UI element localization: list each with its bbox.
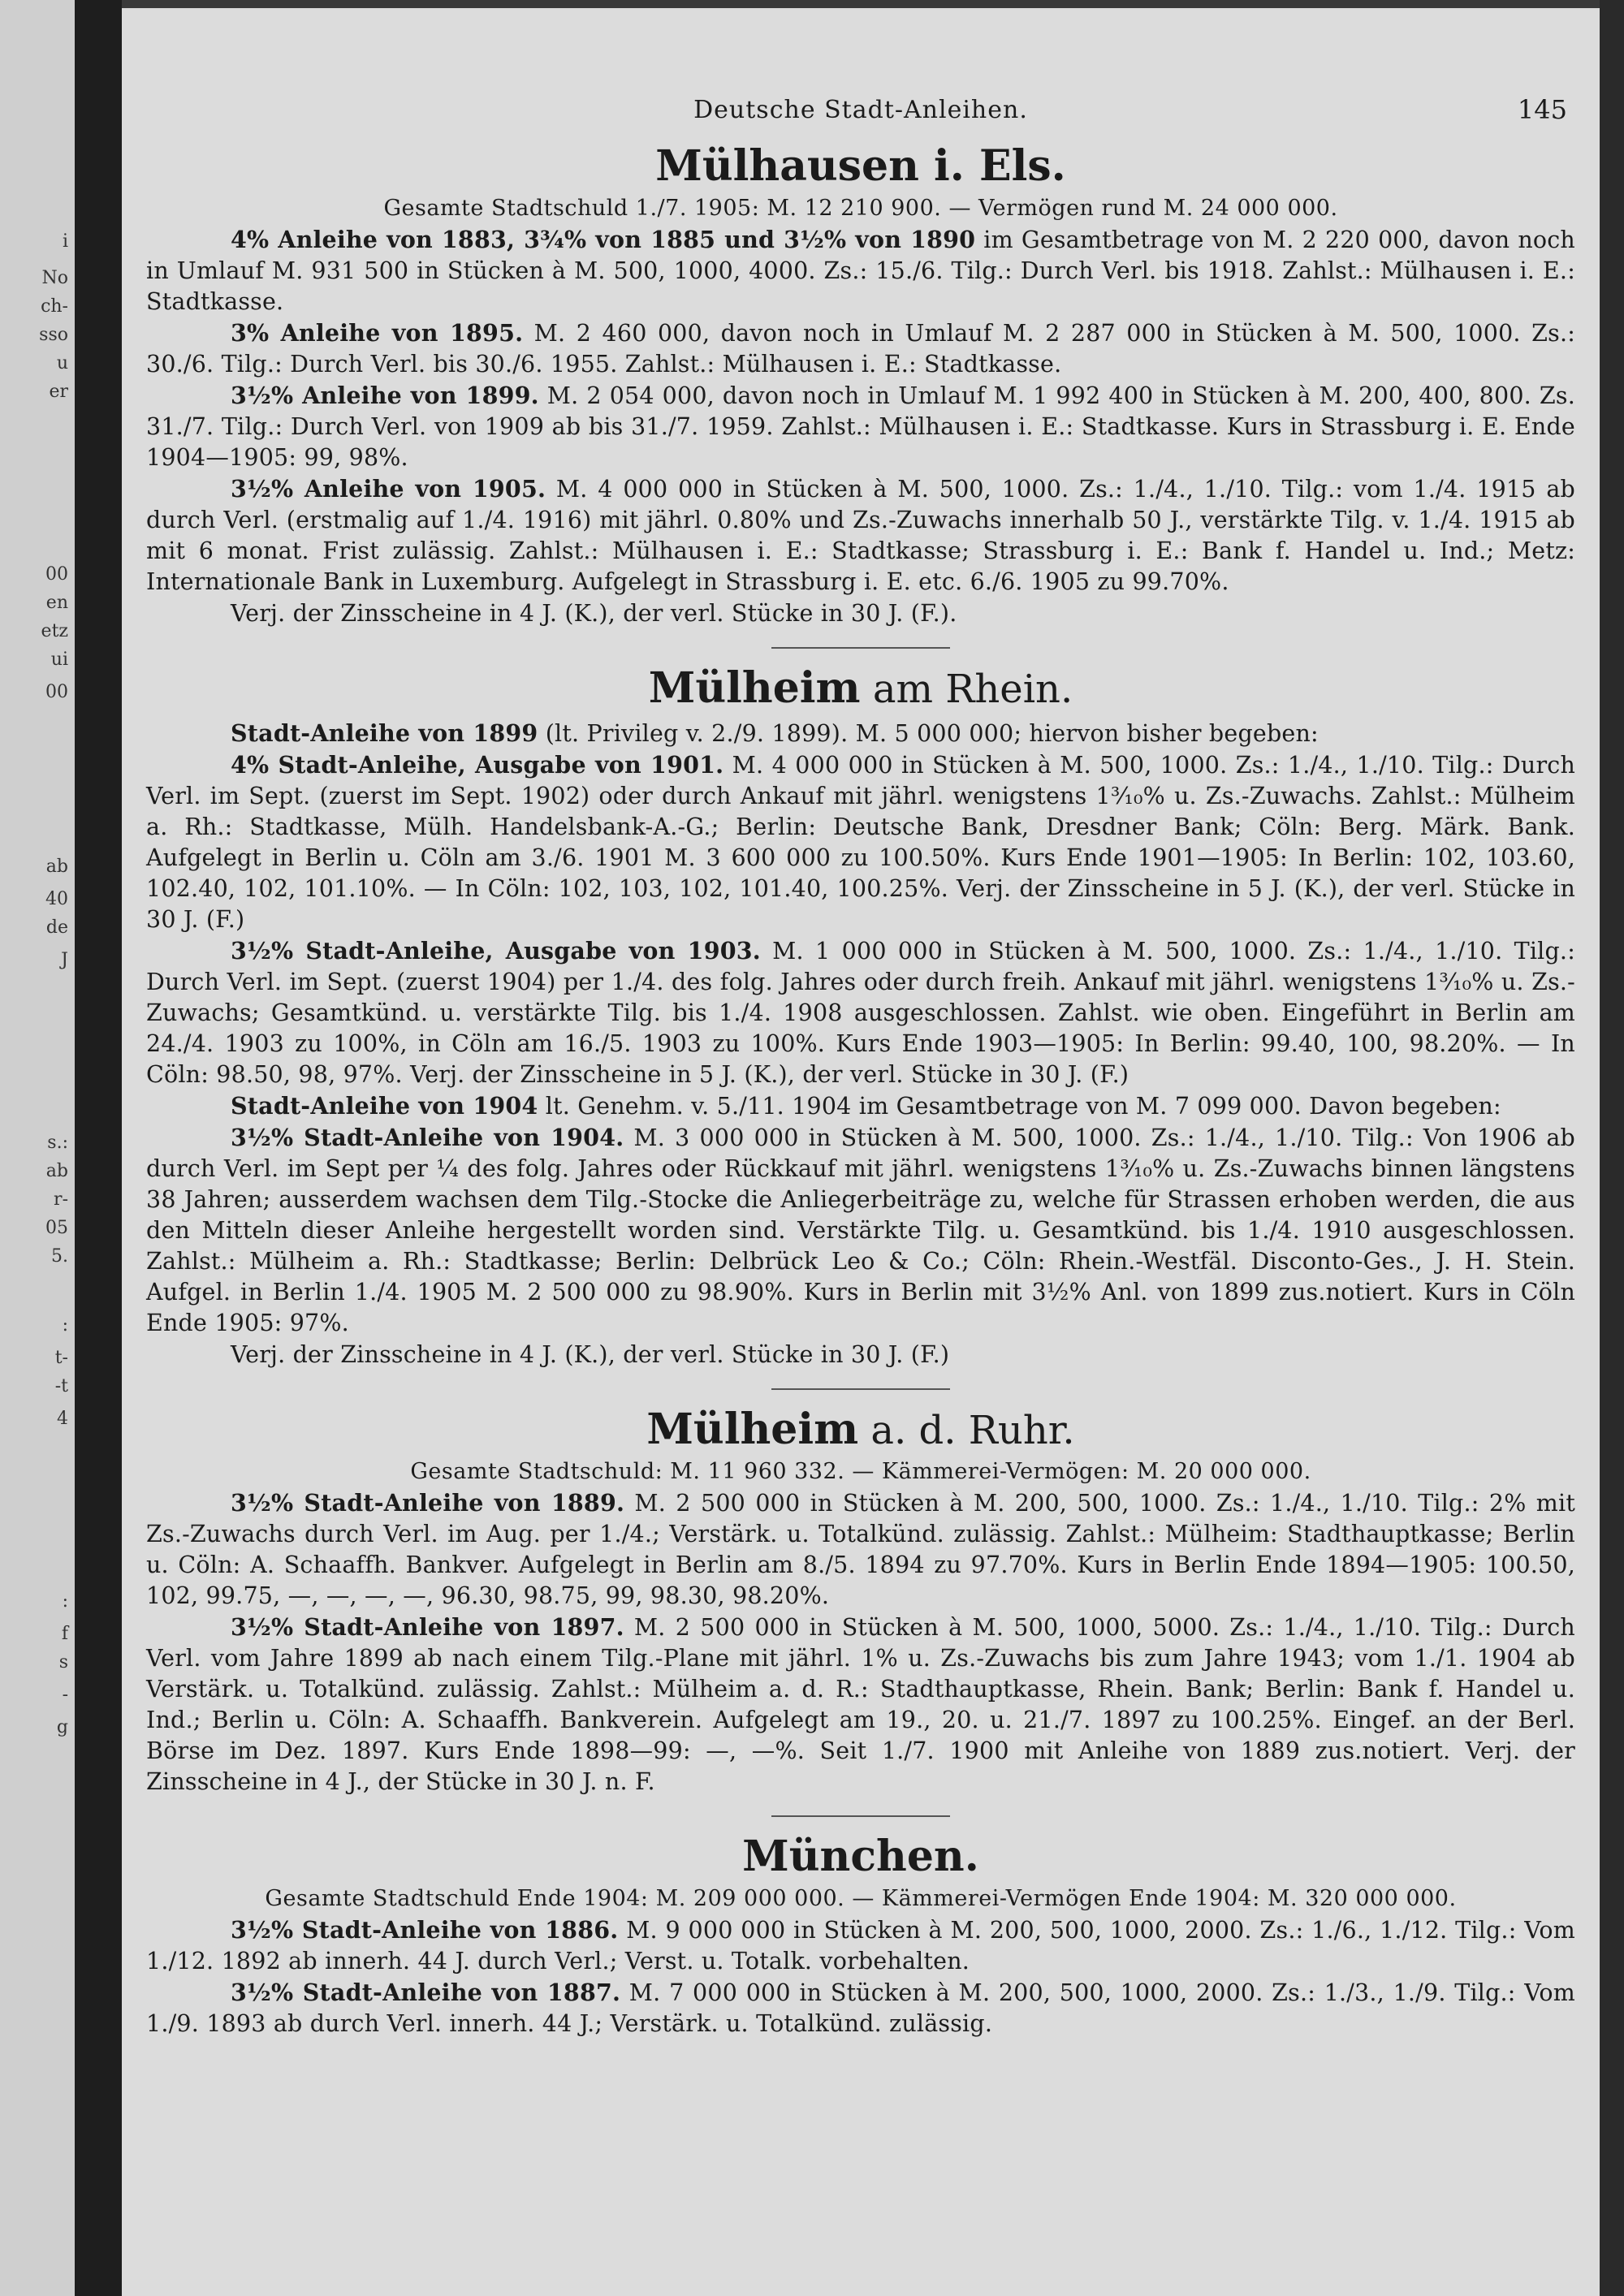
scan-right-edge: [1600, 0, 1624, 2296]
prev-page-fragment: ab: [45, 1161, 68, 1181]
loan-entry: [146, 935, 1575, 1090]
prev-page-fragment: u: [56, 353, 68, 373]
city-section: [146, 1388, 1575, 1798]
loan-title: 3½% Stadt-Anleihe von 1904.: [231, 1124, 624, 1151]
section-divider: [771, 647, 950, 649]
prev-page-fragment: No: [41, 268, 68, 288]
city-heading: [146, 1832, 1575, 1881]
prev-page-fragment: t-: [54, 1348, 68, 1368]
loan-details: M. 4 000 000 in Stücken à M. 500, 1000. Zs.: 1./4., 1./10. Tilg.: vom 1./4. 1915 ab durch Verl. (erstmalig auf 1./4. 1916) mit jährl. 0.80% und Zs.-Zuwachs innerhalb 50 J., verstärkte Tilg. v. 1./4. 1915 ab mit 6 monat. Frist zulässig. Zahlst.: Mülhausen i. E.: Stadtkasse; Strassburg i. E.: Bank f. Handel u. Ind.; Metz: Internationale Bank in Luxemburg. Aufgelegt in Strassburg i. E. etc. 6./6. 1905 zu 99.70%.: [146, 476, 1575, 595]
page-content: [146, 8, 1575, 2039]
loan-entry: [146, 1122, 1575, 1339]
loan-details: M. 2 054 000, davon noch in Umlauf M. 1 992 400 in Stücken à M. 200, 400, 800. Zs. 31./7. Tilg.: Durch Verl. von 1909 ab bis 31./7. 1959. Zahlst.: Mülhausen i. E.: Stadtkasse. Kurs in Strassburg i. E. Ende 1904—1905: 99, 98%.: [146, 382, 1575, 471]
loan-title: 3½% Anleihe von 1899.: [231, 382, 539, 409]
prev-page-fragment: s: [58, 1652, 68, 1672]
prev-page-fragment: s.:: [47, 1133, 68, 1153]
loan-details: (lt. Privileg v. 2./9. 1899). M. 5 000 000; hiervon bisher begeben:: [538, 720, 1319, 747]
loan-entry: [146, 1090, 1575, 1122]
previous-page-edge: [0, 0, 75, 2296]
loan-details: M. 2 500 000 in Stücken à M. 500, 1000, 5000. Zs.: 1./4., 1./10. Tilg.: Durch Verl. vom Jahre 1899 ab nach einem Tilg.-Plane mit jährl. 1% u. Zs.-Zuwachs bis zum Jahre 1943; vom 1./1. 1904 ab Verstärk. u. Totalkünd. zulässig. Zahlst.: Mülheim a. d. R.: Stadthauptkasse, Rhein. Bank; Berlin: Bank f. Handel u. Ind.; Berlin u. Cöln: A. Schaaffh. Bankverein. Aufgelegt am 19., 20. u. 21./7. 1897 zu 100.25%. Eingef. an der Berl. Börse im Dez. 1897. Kurs Ende 1898—99: —, —%. Seit 1./7. 1900 mit Anleihe von 1889 zus.notiert. Verj. der Zinsscheine in 4 J., der Stücke in 30 J. n. F.: [146, 1614, 1575, 1795]
loan-entry: [146, 1487, 1575, 1612]
loan-title: 3½% Stadt-Anleihe von 1887.: [231, 1979, 621, 2006]
loan-title: 3½% Stadt-Anleihe von 1886.: [231, 1916, 619, 1944]
loan-title: 3½% Anleihe von 1905.: [231, 475, 546, 503]
loan-title: 3½% Stadt-Anleihe von 1889.: [231, 1489, 625, 1517]
city-name: Mülheim: [648, 663, 861, 713]
prev-page-fragment: 00: [45, 564, 68, 585]
loan-details: M. 2 500 000 in Stücken à M. 200, 500, 1000. Zs.: 1./4., 1./10. Tilg.: 2% mit Zs.-Zuwachs durch Verl. im Aug. per 1./4.; Verstärk. u. Totalkünd. zulässig. Zahlst.: Mülheim: Stadthauptkasse; Berlin u. Cöln: A. Schaaffh. Bankver. Aufgelegt in Berlin am 8./5. 1894 zu 97.70%. Kurs in Berlin Ende 1894—1905: 100.50, 102, 99.75, —, —, —, —, 96.30, 98.75, 99, 98.30, 98.20%.: [146, 1490, 1575, 1609]
document-page: [122, 8, 1600, 2296]
loan-entry: [146, 1977, 1575, 2039]
city-heading: [146, 141, 1575, 191]
loan-title: 4% Stadt-Anleihe, Ausgabe von 1901.: [231, 751, 724, 779]
prev-page-fragment: J: [61, 950, 68, 970]
loan-title: 3½% Stadt-Anleihe von 1897.: [231, 1613, 624, 1641]
prev-page-fragment: ab: [45, 857, 68, 877]
running-head-title: Deutsche Stadt-Anleihen.: [693, 96, 1028, 124]
prev-page-fragment: :: [62, 1591, 68, 1612]
prev-page-fragment: i: [62, 231, 68, 252]
debt-summary: Gesamte Stadtschuld: M. 11 960 332. — Kämmerei-Vermögen: M. 20 000 000.: [410, 1459, 1311, 1484]
city-name: Mülheim: [646, 1405, 859, 1454]
loan-details: Verj. der Zinsscheine in 4 J. (K.), der verl. Stücke in 30 J. (F.): [231, 1341, 950, 1368]
page-number: 145: [1517, 94, 1567, 125]
prev-page-fragment: 00: [45, 682, 68, 702]
loan-title: 4% Anleihe von 1883, 3¾% von 1885 und 3½% von 1890: [231, 226, 976, 253]
city-name: München.: [742, 1832, 979, 1881]
prev-page-fragment: sso: [39, 325, 68, 345]
city-name: Mülhausen i. Els.: [655, 141, 1066, 191]
prev-page-fragment: r-: [54, 1189, 68, 1210]
book-gutter: [75, 0, 122, 2296]
city-name-suffix: a. d. Ruhr.: [858, 1408, 1075, 1453]
city-heading: [146, 663, 1575, 713]
loan-title: 3% Anleihe von 1895.: [231, 319, 524, 347]
loan-entry: [146, 317, 1575, 380]
prev-page-fragment: f: [61, 1624, 68, 1644]
prev-page-fragment: -t: [54, 1376, 68, 1396]
loan-details: M. 3 000 000 in Stücken à M. 500, 1000. Zs.: 1./4., 1./10. Tilg.: Von 1906 ab durch Verl. im Sept per ¼ des folg. Jahres oder Rückkauf mit jährl. wenigstens 1³⁄₁₀% u. Zs.-Zuwachs binnen längstens 38 Jahren; ausserdem wachsen dem Tilg.-Stocke die Anliegerbeiträge zu, welche für Strassen erhoben werden, die aus den Mitteln dieser Anleihe hergestellt worden sind. Verstärkte Tilg. u. Gesamtkünd. bis 1./4. 1910 ausgeschlossen. Zahlst.: Mülheim a. Rh.: Stadtkasse; Berlin: Delbrück Leo & Co.; Cöln: Rhein.-Westfäl. Disconto-Ges., J. H. Stein. Aufgel. in Berlin 1./4. 1905 M. 2 500 000 zu 98.90%. Kurs in Berlin mit 3½% Anl. von 1899 zus.notiert. Kurs in Cöln Ende 1905: 97%.: [146, 1124, 1575, 1336]
loan-details: M. 2 460 000, davon noch in Umlauf M. 2 287 000 in Stücken à M. 500, 1000. Zs.: 30./6. Tilg.: Durch Verl. bis 30./6. 1955. Zahlst.: Mülhausen i. E.: Stadtkasse.: [146, 320, 1576, 378]
city-section: [146, 1815, 1575, 2039]
prev-page-fragment: -: [62, 1685, 68, 1705]
section-divider: [771, 1815, 950, 1817]
loan-entry: [146, 1339, 1575, 1370]
running-head: [146, 8, 1575, 125]
debt-summary: Gesamte Stadtschuld Ende 1904: M. 209 000 000. — Kämmerei-Vermögen Ende 1904: M. 320 000 000.: [265, 1886, 1457, 1911]
prev-page-fragment: 4: [57, 1409, 68, 1429]
loan-details: lt. Genehm. v. 5./11. 1904 im Gesamtbetrage von M. 7 099 000. Davon begeben:: [538, 1093, 1501, 1120]
prev-page-fragment: 40: [45, 889, 68, 909]
prev-page-fragment: etz: [41, 621, 68, 641]
prev-page-fragment: ui: [50, 650, 68, 670]
loan-entry: [146, 1612, 1575, 1798]
city-section: [146, 647, 1575, 1370]
loan-details: Verj. der Zinsscheine in 4 J. (K.), der verl. Stücke in 30 J. (F.).: [231, 600, 957, 627]
prev-page-fragment: ch-: [41, 296, 68, 317]
loan-title: Stadt-Anleihe von 1899: [231, 719, 538, 747]
prev-page-fragment: 05: [45, 1218, 68, 1238]
prev-page-fragment: de: [45, 917, 68, 938]
city-name-suffix: am Rhein.: [860, 667, 1073, 712]
prev-page-fragment: 5.: [51, 1246, 68, 1267]
loan-entry: [146, 598, 1575, 629]
city-heading: [146, 1405, 1575, 1454]
loan-details: M. 1 000 000 in Stücken à M. 500, 1000. Zs.: 1./4., 1./10. Tilg.: Durch Verl. im Sept. (zuerst 1904) per 1./4. des folg. Jahres oder durch freih. Ankauf mit jährl. wenigstens 1³⁄₁₀% u. Zs.-Zuwachs; Gesamtkünd. u. verstärkte Tilg. bis 1./4. 1908 ausgeschlossen. Zahlst. wie oben. Eingeführt in Berlin am 24./4. 1903 zu 100%, in Cöln am 16./5. 1903 zu 100%. Kurs Ende 1903—1905: In Berlin: 99.40, 100, 98.20%. — In Cöln: 98.50, 98, 97%. Verj. der Zinsscheine in 5 J. (K.), der verl. Stücke in 30 J. (F.): [146, 938, 1575, 1088]
section-divider: [771, 1388, 950, 1390]
city-section: [146, 141, 1575, 629]
loan-details: M. 9 000 000 in Stücken à M. 200, 500, 1000, 2000. Zs.: 1./6., 1./12. Tilg.: Vom 1./12. 1892 ab innerh. 44 J. durch Verl.; Verst. u. Totalk. vorbehalten.: [146, 1917, 1575, 1974]
sections-container: [146, 141, 1575, 2039]
loan-title: Stadt-Anleihe von 1904: [231, 1092, 538, 1120]
loan-entry: [146, 473, 1575, 598]
loan-entry: [146, 718, 1575, 749]
prev-page-fragment: er: [49, 382, 68, 402]
debt-summary: Gesamte Stadtschuld 1./7. 1905: M. 12 210 900. — Vermögen rund M. 24 000 000.: [383, 196, 1338, 221]
loan-entry: [146, 380, 1575, 473]
loan-details: M. 4 000 000 in Stücken à M. 500, 1000. Zs.: 1./4., 1./10. Tilg.: Durch Verl. im Sept. (zuerst im Sept. 1902) oder durch Ankauf mit jährl. wenigstens 1³⁄₁₀% u. Zs.-Zuwachs. Zahlst.: Mülheim a. Rh.: Stadtkasse, Mülh. Handelsbank-A.-G.; Berlin: Deutsche Bank, Dresdner Bank; Cöln: Berg. Märk. Bank. Aufgelegt in Berlin u. Cöln am 3./6. 1901 M. 3 600 000 zu 100.50%. Kurs Ende 1901—1905: In Berlin: 102, 103.60, 102.40, 102, 101.10%. — In Cöln: 102, 103, 102, 101.40, 100.25%. Verj. der Zinsscheine in 5 J. (K.), der verl. Stücke in 30 J. (F.): [146, 752, 1575, 933]
loan-details: M. 7 000 000 in Stücken à M. 200, 500, 1000, 2000. Zs.: 1./3., 1./9. Tilg.: Vom 1./9. 1893 ab durch Verl. innerh. 44 J.; Verstärk. u. Totalkünd. zulässig.: [146, 1979, 1575, 2037]
loan-entry: [146, 1914, 1575, 1977]
loan-details: im Gesamtbetrage von M. 2 220 000, davon noch in Umlauf M. 931 500 in Stücken à M. 500, 1000, 4000. Zs.: 15./6. Tilg.: Durch Verl. bis 1918. Zahlst.: Mülhausen i. E.: Stadtkasse.: [146, 227, 1575, 315]
loan-entry: [146, 224, 1575, 317]
prev-page-fragment: en: [45, 593, 68, 613]
prev-page-fragment: g: [56, 1717, 68, 1737]
prev-page-fragment: :: [62, 1315, 68, 1336]
loan-entry: [146, 749, 1575, 935]
loan-title: 3½% Stadt-Anleihe, Ausgabe von 1903.: [231, 937, 761, 965]
